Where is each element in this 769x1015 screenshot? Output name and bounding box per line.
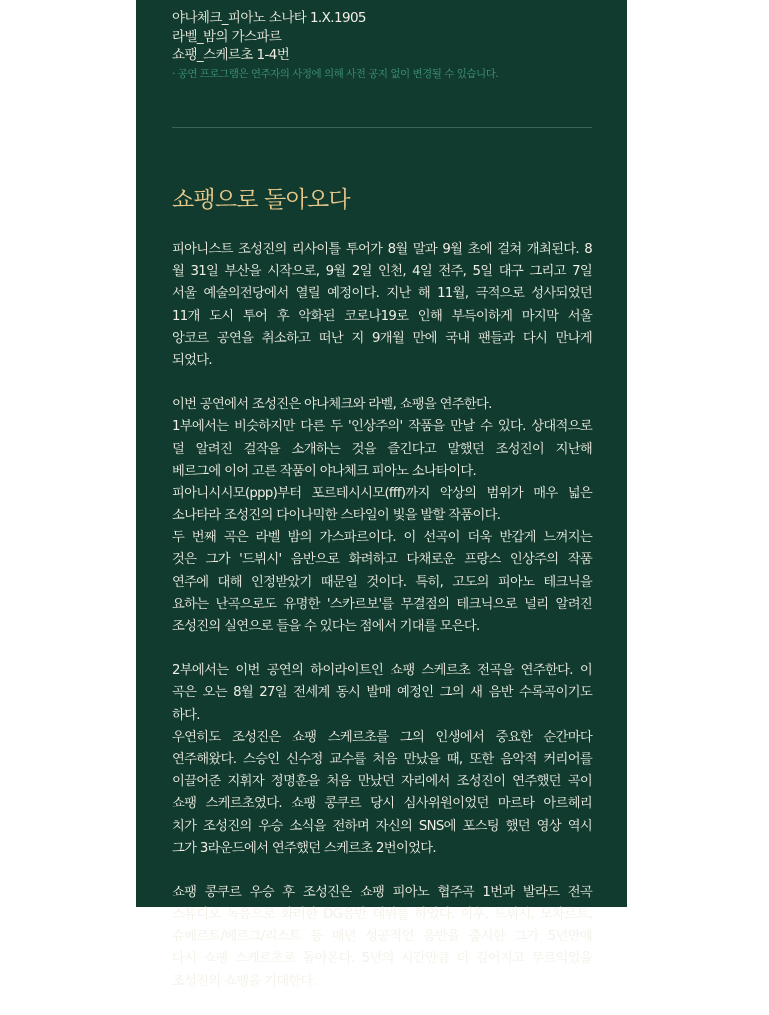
paragraph-line: 2부에서는 이번 공연의 하이라이트인 쇼팽 스케르초 전곡을 연주한다. 이	[172, 663, 592, 679]
article-body	[172, 239, 592, 1015]
content-panel	[136, 0, 627, 989]
article-paragraph	[172, 239, 592, 372]
paragraph-line: 월 31일 부산을 시작으로, 9월 2일 인천, 4일 전주, 5일 대구 그리고 7일	[172, 264, 592, 280]
paragraph-line: 것은 그가 '드뷔시' 음반으로 화려하고 다채로운 프랑스 인상주의 작품	[172, 552, 592, 568]
paragraph-line: 이끌어준 지휘자 정명훈을 처음 만났던 자리에서 조성진이 연주했던 곡이	[172, 774, 592, 790]
program-list	[172, 9, 592, 65]
paragraph-line: 이번 공연에서 조성진은 야나체크와 라벨, 쇼팽을 연주한다.	[172, 397, 492, 413]
paragraph-line: 다시 쇼팽 스케르초로 돌아온다. 5년의 시간만큼 더 깊어지고 무르익었을	[172, 951, 592, 967]
article-paragraph	[172, 394, 592, 638]
paragraph-line: 되었다.	[172, 352, 212, 368]
paragraph-line: 쇼팽 스케르초였다. 쇼팽 콩쿠르 당시 심사위원이었던 마르타 아르헤리	[172, 796, 592, 812]
paragraph-line: 두 번째 곡은 라벨 밤의 가스파르이다. 이 선곡이 더욱 반갑게 느껴지는	[172, 530, 592, 546]
program-item: 쇼팽_스케르초 1-4번	[172, 47, 290, 63]
section-divider	[172, 127, 592, 128]
paragraph-line: 슈베르트/베르그/리스트 등 매년 성공적인 음반을 출시한 그가 5년만에	[172, 929, 592, 945]
paragraph-line: 베르그에 이어 고른 작품이 야나체크 피아노 소나타이다.	[172, 463, 477, 479]
paragraph-line: 앙코르 공연을 취소하고 떠난 지 9개월 만에 국내 팬들과 다시 만나게	[172, 330, 592, 346]
section-title: 쇼팽으로 돌아오다	[172, 187, 350, 213]
paragraph-line: 연주에 대해 인정받았기 때문일 것이다. 특히, 고도의 피아노 테크닉을	[172, 574, 592, 590]
paragraph-line: 서울 예술의전당에서 열릴 예정이다. 지난 해 11월, 극적으로 성사되었던	[172, 286, 592, 302]
paragraph-line: 그가 3라운드에서 연주했던 스케르초 2번이었다.	[172, 840, 436, 856]
article-paragraph	[172, 882, 592, 993]
article-paragraph	[172, 660, 592, 860]
paragraph-line: 요하는 난곡으로도 유명한 '스카르보'를 무결점의 테크닉으로 널리 알려진	[172, 596, 592, 612]
paragraph-line: 피아니스트 조성진의 리사이틀 투어가 8월 말과 9월 초에 걸쳐 개최된다. 8	[172, 242, 592, 257]
paragraph-line: 연주해왔다. 스승인 신수정 교수를 처음 만났을 때, 또한 음악적 커리어를	[172, 751, 592, 767]
paragraph-line: 하다.	[172, 707, 200, 723]
paragraph-line: 덜 알려진 걸작을 소개하는 것을 즐긴다고 말했던 조성진이 지난해	[172, 441, 592, 457]
paragraph-line: 11개 도시 투어 후 악화된 코로나19로 인해 부득이하게 마지막 서울	[172, 308, 592, 324]
paragraph-line: 스튜디오 녹음으로 화려한 DG음반 데뷔를 하였다. 이후, 드뷔시, 모차르트,	[172, 907, 592, 923]
paragraph-line: 피아니시시모(ppp)부터 포르테시시모(fff)까지 악상의 범위가 매우 넓은	[172, 485, 592, 501]
paragraph-line: 우연히도 조성진은 쇼팽 스케르초를 그의 인생에서 중요한 순간마다	[172, 729, 592, 745]
paragraph-line: 조성진의 쇼팽을 기대한다.	[172, 973, 317, 989]
paragraph-line: 1부에서는 비슷하지만 다른 두 '인상주의' 작품을 만날 수 있다. 상대적으로	[172, 419, 592, 435]
paragraph-line: 치가 조성진의 우승 소식을 전하며 자신의 SNS에 포스팅 했던 영상 역시	[172, 818, 592, 834]
paragraph-line: 곡은 오는 8월 27일 전세계 동시 발매 예정인 그의 새 음반 수록곡이기도	[172, 685, 592, 701]
program-item: 라벨_밤의 가스파르	[172, 28, 282, 45]
program-notice: · 공연 프로그램은 연주자의 사정에 의해 사전 공지 없이 변경될 수 있습니다.	[172, 68, 499, 80]
paragraph-line: 소나타라 조성진의 다이나믹한 스타일이 빛을 발할 작품이다.	[172, 508, 501, 524]
paragraph-line: 쇼팽 콩쿠르 우승 후 조성진은 쇼팽 피아노 협주곡 1번과 발라드 전곡	[172, 884, 592, 900]
paragraph-line: 조성진의 실연으로 들을 수 있다는 점에서 기대를 모은다.	[172, 619, 480, 634]
program-item: 야나체크_피아노 소나타 1.X.1905	[172, 10, 366, 26]
